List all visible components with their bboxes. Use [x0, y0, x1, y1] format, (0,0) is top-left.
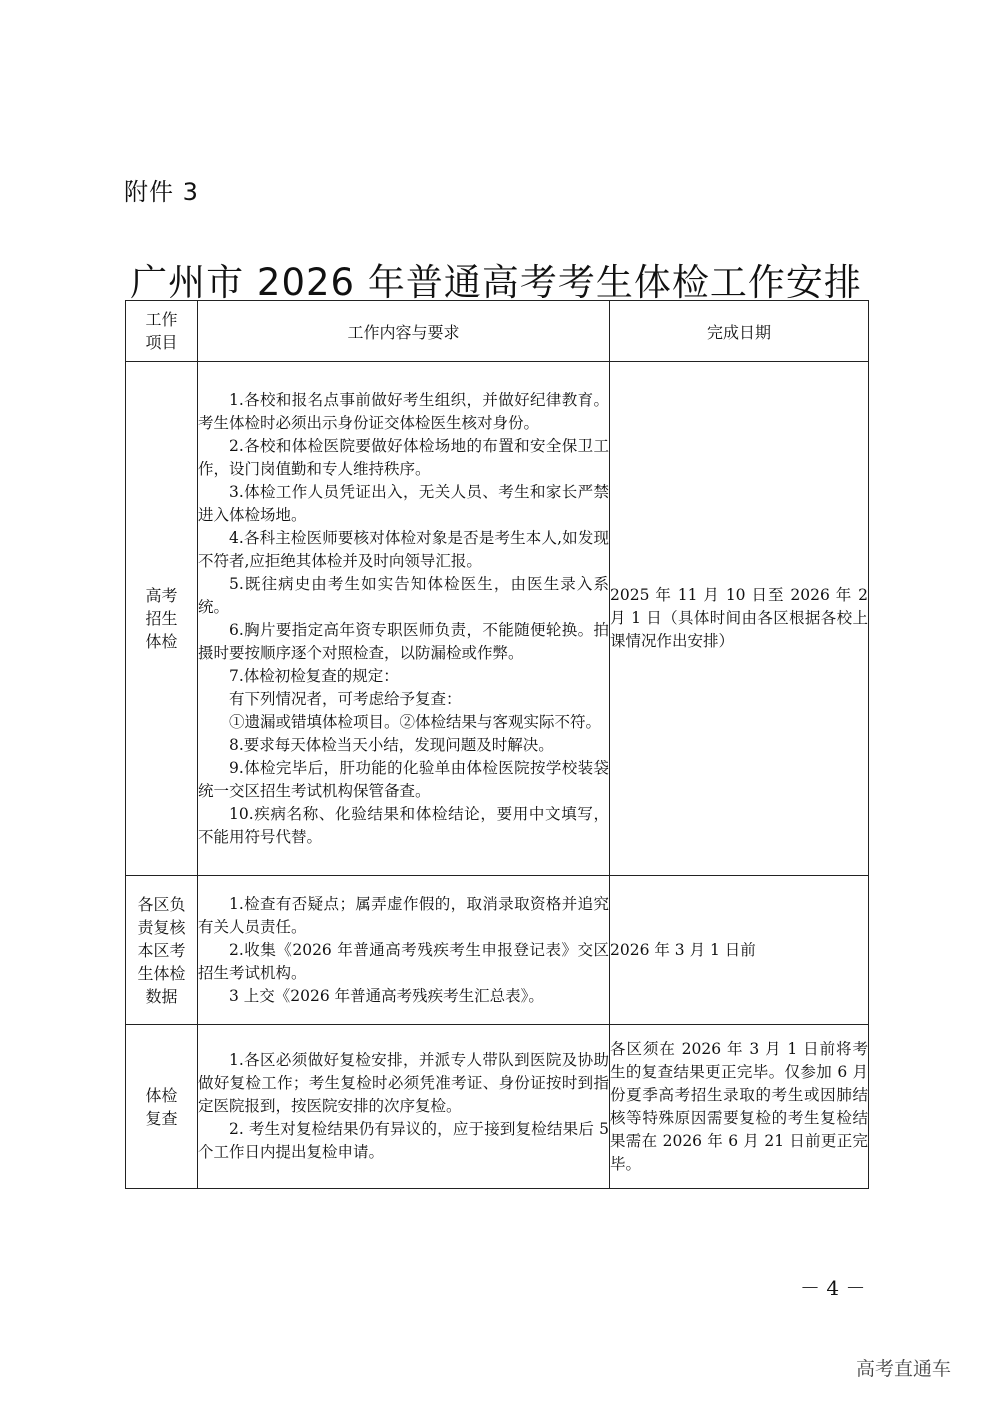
item-line: 体检 — [145, 632, 178, 651]
content-paragraph: 4.各科主检医师要核对体检对象是否是考生本人,如发现不符者,应拒绝其体检并及时向领导汇报。 — [198, 528, 609, 570]
header-date: 完成日期 — [610, 301, 869, 362]
content-paragraph: 有下列情况者，可考虑给予复查： — [229, 689, 462, 708]
item-line: 复查 — [145, 1108, 178, 1128]
content-paragraph: 10.疾病名称、化验结果和体检结论，要用中文填写，不能用符号代替。 — [198, 804, 609, 846]
document-title: 广州市 2026 年普通高考考生体检工作安排 — [130, 261, 862, 304]
row-content — [198, 876, 610, 1025]
table-header-row — [126, 301, 869, 362]
item-line: 本区考 — [137, 940, 186, 960]
content-paragraph: ①遗漏或错填体检项目。②体检结果与客观实际不符。 — [229, 712, 602, 731]
content-paragraph: 2. 考生对复检结果仍有异议的，应于接到复检结果后 5 个工作日内提出复检申请。 — [198, 1120, 609, 1161]
content-paragraph: 1.各校和报名点事前做好考生组织，并做好纪律教育。考生体检时必须出示身份证交体检医生核对身份。 — [198, 390, 609, 432]
attachment-label: 附件 3 — [124, 178, 199, 206]
row-item — [126, 1025, 198, 1189]
schedule-table — [125, 300, 869, 1189]
item-line: 体检 — [145, 1085, 178, 1105]
table-row — [126, 362, 869, 876]
row-date: 2025 年 11 月 10 日至 2026 年 2 月 1 日（具体时间由各区根据各校上课情况作出安排） — [610, 362, 869, 876]
content-paragraph: 1.检查有否疑点；属弄虚作假的，取消录取资格并追究有关人员责任。 — [198, 894, 609, 936]
item-line: 高考 — [145, 586, 178, 605]
content-paragraph: 2.各校和体检医院要做好体检场地的布置和安全保卫工作，设门岗值勤和专人维持秩序。 — [198, 436, 609, 478]
row-item — [126, 876, 198, 1025]
header-item-line: 项目 — [145, 333, 178, 352]
table-row — [126, 876, 869, 1025]
content-paragraph: 6.胸片要指定高年资专职医师负责，不能随便轮换。拍摄时要按顺序逐个对照检查，以防漏检或作弊。 — [198, 620, 609, 662]
header-item — [126, 301, 198, 362]
page-number: － 4 － — [800, 1276, 866, 1300]
content-paragraph: 5.既往病史由考生如实告知体检医生，由医生录入系统。 — [198, 574, 609, 616]
header-content: 工作内容与要求 — [198, 301, 610, 362]
content-paragraph: 7.体检初检复查的规定： — [229, 666, 399, 685]
row-date: 各区须在 2026 年 3 月 1 日前将考生的复查结果更正完毕。仅参加 6 月份夏季高考招生录取的考生或因肺结核等特殊原因需要复检的考生复检结果需在 2026 年 6 月 21 日前更正完毕。 — [610, 1025, 869, 1189]
item-line: 招生 — [145, 609, 178, 628]
content-paragraph: 8.要求每天体检当天小结，发现问题及时解决。 — [229, 735, 554, 754]
watermark-text: 高考直通车 — [856, 1358, 952, 1380]
item-line: 生体检 — [137, 963, 186, 983]
content-paragraph: 9.体检完毕后，肝功能的化验单由体检医院按学校装袋统一交区招生考试机构保管备查。 — [198, 758, 609, 800]
item-line: 各区负 — [137, 894, 186, 914]
row-date: 2026 年 3 月 1 日前 — [610, 876, 869, 1025]
table-row — [126, 1025, 869, 1189]
row-content — [198, 1025, 610, 1189]
content-paragraph: 2.收集《2026 年普通高考残疾考生申报登记表》交区招生考试机构。 — [198, 940, 609, 982]
header-item-line: 工作 — [145, 310, 178, 329]
item-line: 责复核 — [137, 917, 186, 937]
content-paragraph: 3.体检工作人员凭证出入，无关人员、考生和家长严禁进入体检场地。 — [198, 482, 609, 524]
content-paragraph: 1.各区必须做好复检安排，并派专人带队到医院及协助做好复检工作；考生复检时必须凭准考证、身份证按时到指定医院报到，按医院安排的次序复检。 — [198, 1051, 609, 1115]
row-item — [126, 362, 198, 876]
item-line: 数据 — [145, 986, 178, 1006]
row-content — [198, 362, 610, 876]
content-paragraph: 3 上交《2026 年普通高考残疾考生汇总表》。 — [229, 986, 544, 1005]
